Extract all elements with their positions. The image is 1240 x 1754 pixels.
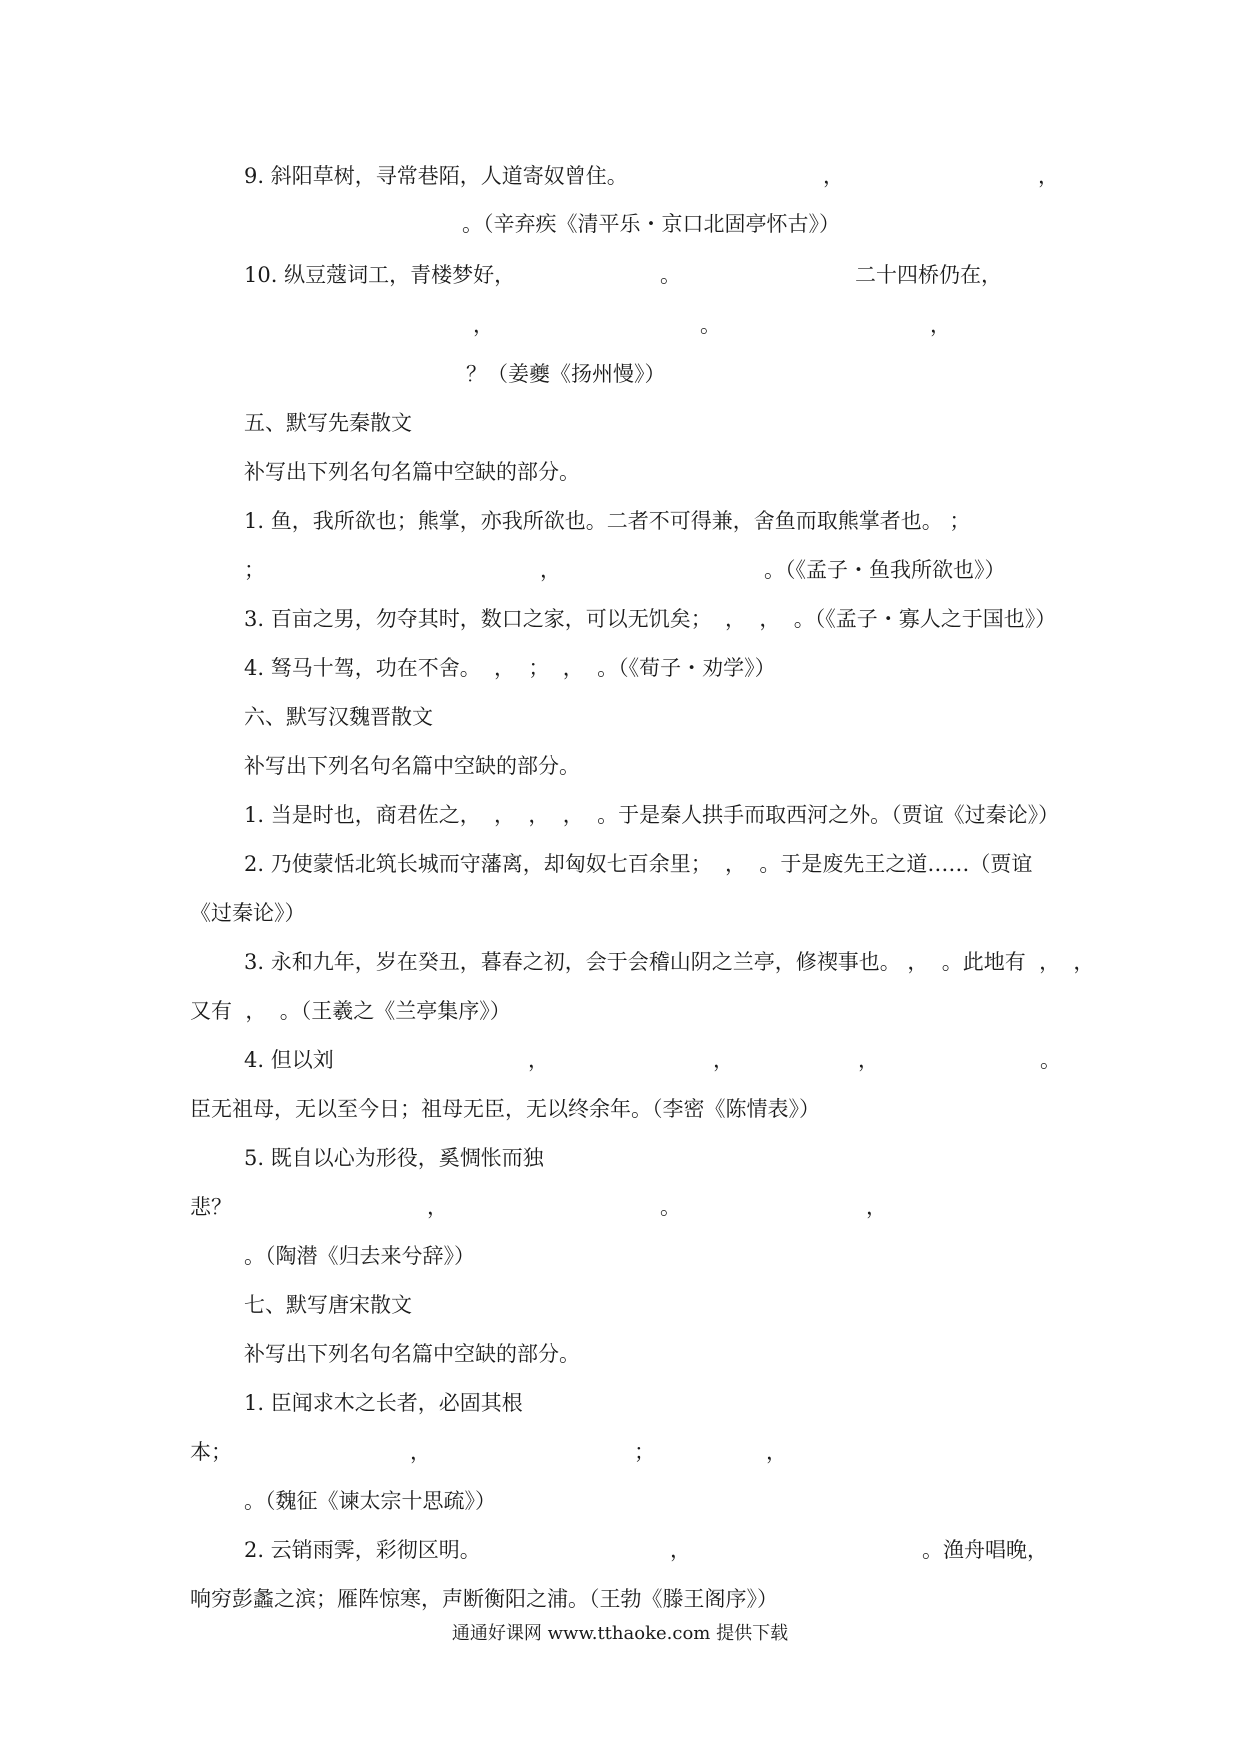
- text-line: 4. 驽马十驾，功在不舍。 ， ； ， 。（《荀子・劝学》）: [244, 656, 776, 680]
- text-line: 悲？: [190, 1195, 232, 1219]
- page-footer: 通通好课网 www.tthaoke.com 提供下载: [451, 1623, 789, 1644]
- text-line-fragment: ，: [766, 1440, 787, 1464]
- text-line: 臣无祖母，无以至今日；祖母无臣，无以终余年。（李密《陈情表》）: [190, 1097, 820, 1121]
- text-line: 9. 斜阳草树，寻常巷陌，人道寄奴曾住。: [244, 164, 628, 188]
- section-heading: 六、默写汉魏晋散文: [244, 705, 433, 729]
- text-line: 《过秦论》）: [190, 901, 306, 925]
- text-line-fragment: ，: [427, 1195, 448, 1219]
- text-line: 1. 鱼，我所欲也；熊掌，亦我所欲也。二者不可得兼，舍鱼而取熊掌者也。 ；: [244, 509, 971, 533]
- text-line: 3. 永和九年，岁在癸丑，暮春之初，会于会稽山阴之兰亭，修禊事也。 ， 。此地有 ， ，: [244, 950, 1095, 974]
- text-line: ，: [473, 313, 494, 337]
- text-line: 10. 纵豆蔻词工，青楼梦好，: [244, 263, 516, 287]
- text-line-fragment: ，: [866, 1195, 887, 1219]
- text-line: 4. 但以刘: [244, 1048, 334, 1072]
- text-line: 又有 ， 。（王羲之《兰亭集序》）: [190, 999, 511, 1023]
- text-line-fragment: 。: [660, 263, 681, 287]
- text-line-fragment: 。: [1040, 1048, 1061, 1072]
- text-line: 1. 臣闻求木之长者，必固其根: [244, 1391, 523, 1415]
- text-line-fragment: 二十四桥仍在，: [855, 263, 1002, 287]
- text-line: 本；: [190, 1440, 232, 1464]
- text-line: ？（姜夔《扬州慢》）: [466, 362, 666, 386]
- text-line-fragment: 。（《孟子・鱼我所欲也》）: [764, 558, 1006, 582]
- text-line-fragment: ，: [540, 558, 561, 582]
- text-line: 5. 既自以心为形役，奚惆怅而独: [244, 1146, 544, 1170]
- text-line-fragment: ；: [634, 1440, 655, 1464]
- text-line-fragment: ，: [930, 313, 951, 337]
- text-line: 响穷彭蠡之滨；雁阵惊寒，声断衡阳之浦。（王勃《滕王阁序》）: [190, 1587, 778, 1611]
- text-line-fragment: ，: [528, 1048, 549, 1072]
- section-heading: 七、默写唐宋散文: [244, 1293, 412, 1317]
- text-line-fragment: ，: [410, 1440, 431, 1464]
- instruction-line: 补写出下列名句名篇中空缺的部分。: [244, 754, 580, 778]
- text-line: 2. 乃使蒙恬北筑长城而守藩离，却匈奴七百余里； ， 。于是废先王之道……（贾谊: [244, 852, 1033, 876]
- text-line: 1. 当是时也，商君佐之， ， ， ， 。于是秦人拱手而取西河之外。（贾谊《过秦论》）: [244, 803, 1060, 827]
- instruction-line: 补写出下列名句名篇中空缺的部分。: [244, 460, 580, 484]
- text-line-fragment: ，: [858, 1048, 879, 1072]
- text-line-fragment: 。: [660, 1195, 681, 1219]
- text-line: 3. 百亩之男，勿夺其时，数口之家，可以无饥矣； ， ， 。（《孟子・寡人之于国也》）: [244, 607, 1057, 631]
- section-heading: 五、默写先秦散文: [244, 411, 412, 435]
- text-line-fragment: ，: [823, 164, 844, 188]
- text-line-fragment: 。: [700, 313, 721, 337]
- instruction-line: 补写出下列名句名篇中空缺的部分。: [244, 1342, 580, 1366]
- text-line: 2. 云销雨霁，彩彻区明。: [244, 1538, 481, 1562]
- text-line-fragment: ，: [670, 1538, 691, 1562]
- text-line: 。（辛弃疾《清平乐・京口北固亭怀古》）: [462, 212, 840, 236]
- text-line-fragment: ，: [1038, 164, 1059, 188]
- text-line-fragment: 。渔舟唱晚，: [922, 1538, 1048, 1562]
- text-line: 。（魏征《谏太宗十思疏》）: [244, 1489, 496, 1513]
- text-line: 。（陶潜《归去来兮辞》）: [244, 1244, 475, 1268]
- text-line-fragment: ，: [713, 1048, 734, 1072]
- text-line: ；: [244, 558, 265, 582]
